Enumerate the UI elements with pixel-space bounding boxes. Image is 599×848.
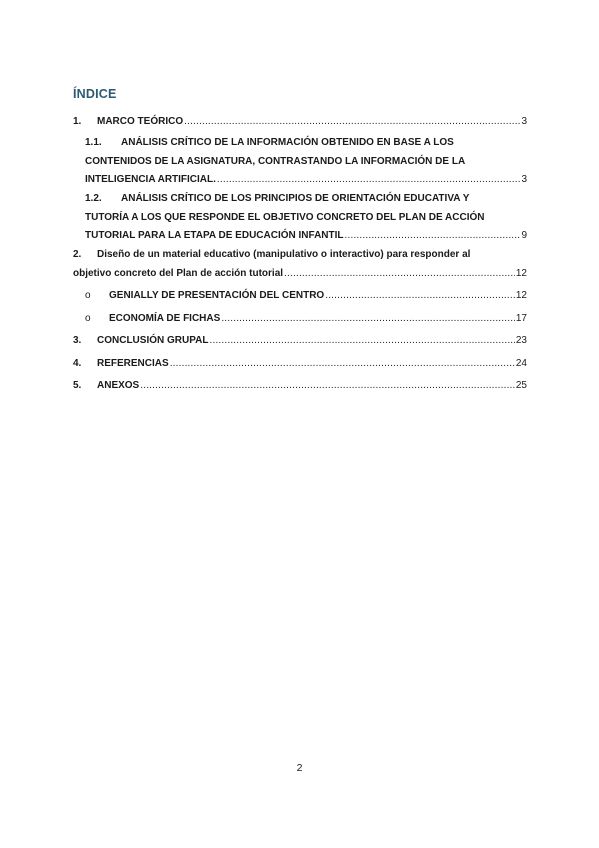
toc-entry-analisis-principios[interactable] [85,190,527,246]
toc-entry-marco-teorico[interactable] [73,113,527,132]
toc-entry-title: CONCLUSIÓN GRUPAL [97,335,209,346]
toc-entry-number: 2. [73,249,82,260]
toc-entry-page: 25 [515,380,527,391]
toc-entry-page: 12 [515,267,527,279]
toc-bullet-marker: o [85,290,91,301]
toc-leader-dots [325,287,515,306]
toc-leader-dots [221,310,515,329]
toc-entry-page: 17 [515,313,527,324]
toc-entry-title-line-2: objetivo concreto del Plan de acción tutorial [73,267,284,279]
page-number: 2 [296,762,303,774]
toc-entry-page: 9 [521,230,527,241]
toc-entry-title: REFERENCIAS [97,358,169,369]
toc-entry-title-line-1: ANÁLISIS CRÍTICO DE LOS PRINCIPIOS DE ORIENTACIÓN EDUCATIVA Y [121,193,470,204]
toc-entry-title-line-3: INTELIGENCIA ARTIFICIAL. [85,174,216,185]
toc-entry-conclusion[interactable] [73,332,527,351]
toc-entry-economia-fichas[interactable] [85,310,527,329]
toc-entry-page: 23 [515,335,527,346]
toc-leader-dots [217,171,521,190]
toc-entry-referencias[interactable] [73,355,527,374]
toc-entry-anexos[interactable] [73,377,527,396]
toc-entry-number: 3. [73,335,82,346]
toc-entry-title: ANEXOS [97,380,140,391]
toc-entry-title: MARCO TEÓRICO [97,116,184,127]
toc-entry-genially[interactable] [85,287,527,306]
toc-entry-title: GENIALLY DE PRESENTACIÓN DEL CENTRO [109,290,325,301]
toc-entry-title-line-2: TUTORÍA A LOS QUE RESPONDE EL OBJETIVO CONCRETO DEL PLAN DE ACCIÓN [85,211,485,223]
toc-entry-title-line-1: ANÁLISIS CRÍTICO DE LA INFORMACIÓN OBTENIDO EN BASE A LOS [121,137,454,148]
toc-bullet-marker: o [85,313,91,324]
toc-leader-dots [209,332,514,351]
toc-entry-number: 5. [73,380,82,391]
toc-entry-page: 12 [515,290,527,301]
toc-entry-page: 3 [521,116,527,127]
toc-entry-title: ECONOMÍA DE FICHAS [109,313,221,324]
toc-leader-dots [345,227,521,246]
toc-entry-number: 4. [73,358,82,369]
toc-leader-dots [170,355,515,374]
toc-entry-title-line-1: Diseño de un material educativo (manipulativo o interactivo) para responder al [97,249,471,260]
toc-entry-number: 1.1. [85,137,102,148]
toc-entry-page: 3 [521,174,527,185]
toc-entry-title-line-3: TUTORIAL PARA LA ETAPA DE EDUCACIÓN INFANTIL [85,230,344,241]
toc-entry-number: 1.2. [85,193,102,204]
toc-leader-dots [284,265,515,284]
toc-entry-page: 24 [515,358,527,369]
toc-leader-dots [140,377,515,396]
toc-entry-diseno-material[interactable] [73,246,527,283]
toc-entry-title-line-2: CONTENIDOS DE LA ASIGNATURA, CONTRASTANDO LA INFORMACIÓN DE LA [85,155,466,167]
toc-entry-number: 1. [73,116,82,127]
toc-heading: ÍNDICE [73,87,117,101]
toc-entry-analisis-informacion[interactable] [85,134,527,190]
toc-leader-dots [184,113,520,132]
